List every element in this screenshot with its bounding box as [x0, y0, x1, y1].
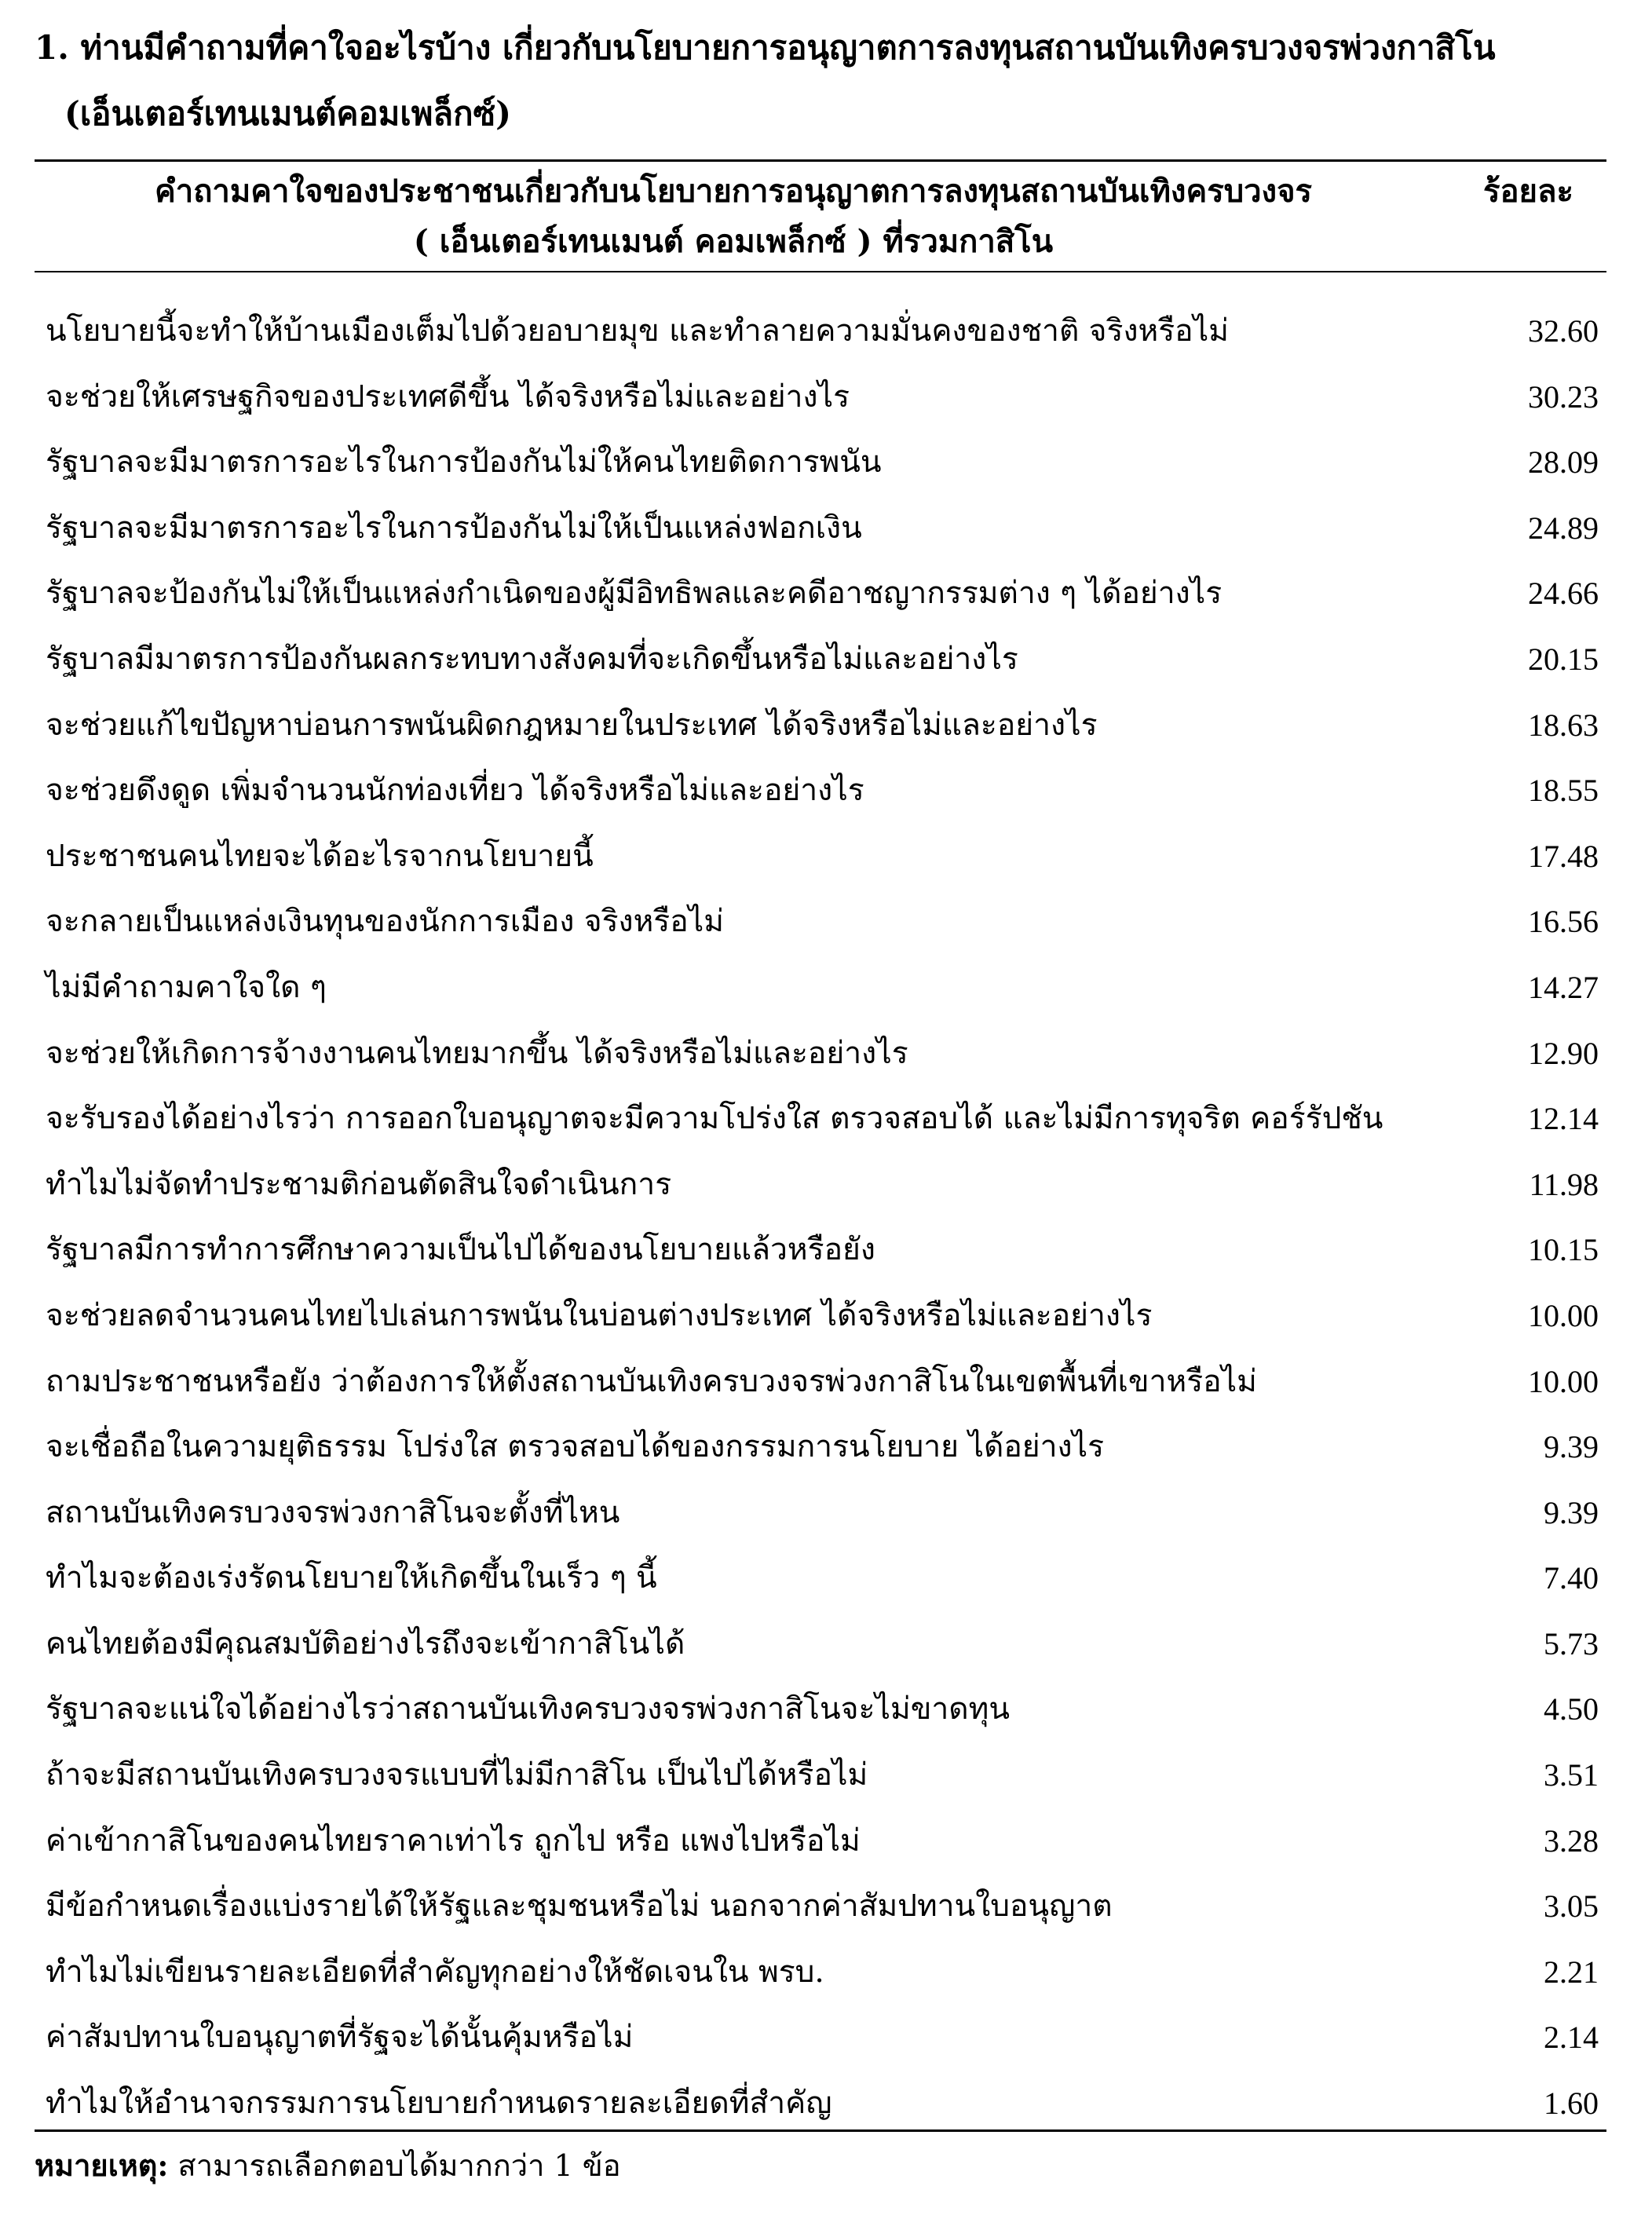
- table-row: [35, 495, 1606, 561]
- row-percent: 28.09: [1528, 444, 1599, 481]
- table-row: [35, 2071, 1606, 2137]
- row-percent: 10.00: [1528, 1363, 1599, 1399]
- table-row: [35, 1349, 1606, 1415]
- row-question: รัฐบาลมีมาตรการป้องกันผลกระทบทางสังคมที่จะเกิดขึ้นหรือไม่และอย่างไร: [46, 641, 1018, 677]
- table-row: [35, 1283, 1606, 1349]
- row-percent: 20.15: [1528, 641, 1599, 677]
- row-question: ทำไมจะต้องเร่งรัดนโยบายให้เกิดขึ้นในเร็ว ๆ นี้: [46, 1560, 657, 1596]
- row-question: ไม่มีคำถามคาใจใด ๆ: [46, 969, 327, 1005]
- table-row: [35, 1874, 1606, 1939]
- row-percent: 18.55: [1528, 773, 1599, 809]
- row-percent: 9.39: [1544, 1429, 1599, 1465]
- header-percent: ร้อยละ: [1483, 173, 1573, 210]
- row-question: สถานบันเทิงครบวงจรพ่วงกาสิโนจะตั้งที่ไหน: [46, 1494, 620, 1530]
- row-question: ถ้าจะมีสถานบันเทิงครบวงจรแบบที่ไม่มีกาสิโน เป็นไปได้หรือไม่: [46, 1757, 868, 1793]
- table-row: [35, 1676, 1606, 1742]
- row-percent: 12.14: [1528, 1101, 1599, 1137]
- row-question: รัฐบาลจะแน่ใจได้อย่างไรว่าสถานบันเทิงครบวงจรพ่วงกาสิโนจะไม่ขาดทุน: [46, 1691, 1010, 1727]
- row-question: ทำไมไม่เขียนรายละเอียดที่สำคัญทุกอย่างให้ชัดเจนใน พรบ.: [46, 1954, 824, 1990]
- row-question: ทำไมไม่จัดทำประชามติก่อนตัดสินใจดำเนินการ: [46, 1166, 672, 1202]
- table-body: [35, 298, 1606, 2137]
- question-heading: [35, 24, 1628, 138]
- table-row: [35, 758, 1606, 824]
- row-percent: 32.60: [1528, 313, 1599, 349]
- row-percent: 2.21: [1544, 1954, 1599, 1990]
- table-row: [35, 1611, 1606, 1677]
- footnote-label: หมายเหตุ:: [35, 2148, 169, 2183]
- row-question: ทำไมให้อำนาจกรรมการนโยบายกำหนดรายละเอียดที่สำคัญ: [46, 2086, 832, 2122]
- header-question-line1: คำถามคาใจของประชาชนเกี่ยวกับนโยบายการอนุญาตการลงทุนสถานบันเทิงครบวงจร: [154, 173, 1313, 210]
- question-heading-line1: 1. ท่านมีคำถามที่คาใจอะไรบ้าง เกี่ยวกับนโยบายการอนุญาตการลงทุนสถานบันเทิงครบวงจรพ่วงกาสิโน: [35, 28, 1496, 67]
- table-header: [35, 162, 1606, 270]
- row-percent: 10.15: [1528, 1232, 1599, 1268]
- table-row: [35, 561, 1606, 627]
- row-question: คนไทยต้องมีคุณสมบัติอย่างไรถึงจะเข้ากาสิโนได้: [46, 1625, 685, 1662]
- row-question: ประชาชนคนไทยจะได้อะไรจากนโยบายนี้: [46, 838, 594, 874]
- row-question: จะช่วยลดจำนวนคนไทยไปเล่นการพนันในบ่อนต่างประเทศ ได้จริงหรือไม่และอย่างไร: [46, 1297, 1153, 1333]
- row-percent: 17.48: [1528, 838, 1599, 874]
- row-question: รัฐบาลจะมีมาตรการอะไรในการป้องกันไม่ให้คนไทยติดการพนัน: [46, 444, 882, 481]
- row-percent: 3.28: [1544, 1822, 1599, 1859]
- table-row: [35, 298, 1606, 364]
- row-question: จะรับรองได้อย่างไรว่า การออกใบอนุญาตจะมีความโปร่งใส ตรวจสอบได้ และไม่มีการทุจริต คอร์รัปชัน: [46, 1101, 1383, 1137]
- table-row: [35, 1545, 1606, 1611]
- table-row: [35, 1742, 1606, 1808]
- table-row: [35, 364, 1606, 430]
- row-percent: 12.90: [1528, 1035, 1599, 1071]
- row-percent: 4.50: [1544, 1691, 1599, 1727]
- row-question: จะช่วยแก้ไขปัญหาบ่อนการพนันผิดกฎหมายในประเทศ ได้จริงหรือไม่และอย่างไร: [46, 707, 1098, 743]
- row-percent: 7.40: [1544, 1560, 1599, 1596]
- table-row: [35, 693, 1606, 759]
- row-question: จะช่วยดึงดูด เพิ่มจำนวนนักท่องเที่ยว ได้จริงหรือไม่และอย่างไร: [46, 773, 864, 809]
- table-bottom-rule: [35, 2129, 1606, 2132]
- row-question: จะช่วยให้เศรษฐกิจของประเทศดีขึ้น ได้จริงหรือไม่และอย่างไร: [46, 378, 850, 415]
- table-row: [35, 1152, 1606, 1218]
- row-question: ถามประชาชนหรือยัง ว่าต้องการให้ตั้งสถานบันเทิงครบวงจรพ่วงกาสิโนในเขตพื้นที่เขาหรือไม่: [46, 1363, 1257, 1399]
- row-percent: 18.63: [1528, 707, 1599, 743]
- table-row: [35, 1808, 1606, 1874]
- row-percent: 11.98: [1529, 1166, 1599, 1202]
- table-row: [35, 1086, 1606, 1152]
- row-question: นโยบายนี้จะทำให้บ้านเมืองเต็มไปด้วยอบายมุข และทำลายความมั่นคงของชาติ จริงหรือไม่: [46, 313, 1229, 349]
- table-row: [35, 430, 1606, 495]
- table-row: [35, 627, 1606, 693]
- question-heading-line2: (เอ็นเตอร์เทนเมนต์คอมเพล็กซ์): [64, 94, 511, 133]
- footnote-text: สามารถเลือกตอบได้มากกว่า 1 ข้อ: [168, 2148, 621, 2183]
- row-percent: 24.66: [1528, 576, 1599, 612]
- table-row: [35, 2005, 1606, 2071]
- table-row: [35, 1414, 1606, 1480]
- row-percent: 3.05: [1544, 1888, 1599, 1925]
- row-question: ค่าเข้ากาสิโนของคนไทยราคาเท่าไร ถูกไป หรือ แพงไปหรือไม่: [46, 1822, 861, 1859]
- row-percent: 30.23: [1528, 378, 1599, 415]
- table-row: [35, 1021, 1606, 1087]
- row-question: ค่าสัมปทานใบอนุญาตที่รัฐจะได้นั้นคุ้มหรือไม่: [46, 2020, 634, 2056]
- table-row: [35, 1217, 1606, 1283]
- row-question: รัฐบาลจะมีมาตรการอะไรในการป้องกันไม่ให้เป็นแหล่งฟอกเงิน: [46, 510, 862, 546]
- row-percent: 2.14: [1544, 2020, 1599, 2056]
- table-row: [35, 824, 1606, 890]
- row-question: จะช่วยให้เกิดการจ้างงานคนไทยมากขึ้น ได้จริงหรือไม่และอย่างไร: [46, 1035, 908, 1071]
- row-question: รัฐบาลมีการทำการศึกษาความเป็นไปได้ของนโยบายแล้วหรือยัง: [46, 1232, 875, 1268]
- row-question: จะเชื่อถือในความยุติธรรม โปร่งใส ตรวจสอบได้ของกรรมการนโยบาย ได้อย่างไร: [46, 1429, 1105, 1465]
- table-row: [35, 955, 1606, 1021]
- table-header-rule: [35, 271, 1606, 272]
- row-percent: 14.27: [1528, 969, 1599, 1005]
- row-percent: 10.00: [1528, 1297, 1599, 1333]
- table-row: [35, 889, 1606, 955]
- row-percent: 5.73: [1544, 1625, 1599, 1662]
- row-percent: 9.39: [1544, 1494, 1599, 1530]
- table-row: [35, 1939, 1606, 2005]
- header-question: [35, 162, 1432, 267]
- row-question: จะกลายเป็นแหล่งเงินทุนของนักการเมือง จริงหรือไม่: [46, 904, 724, 940]
- footnote: [35, 2142, 621, 2189]
- row-percent: 3.51: [1544, 1757, 1599, 1793]
- row-percent: 1.60: [1544, 2086, 1599, 2122]
- row-question: มีข้อกำหนดเรื่องแบ่งรายได้ให้รัฐและชุมชนหรือไม่ นอกจากค่าสัมปทานใบอนุญาต: [46, 1888, 1113, 1925]
- row-percent: 16.56: [1528, 904, 1599, 940]
- table-row: [35, 1480, 1606, 1546]
- row-question: รัฐบาลจะป้องกันไม่ให้เป็นแหล่งกำเนิดของผู้มีอิทธิพลและคดีอาชญากรรมต่าง ๆ ได้อย่างไร: [46, 576, 1223, 612]
- row-percent: 24.89: [1528, 510, 1599, 546]
- header-question-line2: ( เอ็นเตอร์เทนเมนต์ คอมเพล็กซ์ ) ที่รวมกาสิโน: [413, 223, 1054, 260]
